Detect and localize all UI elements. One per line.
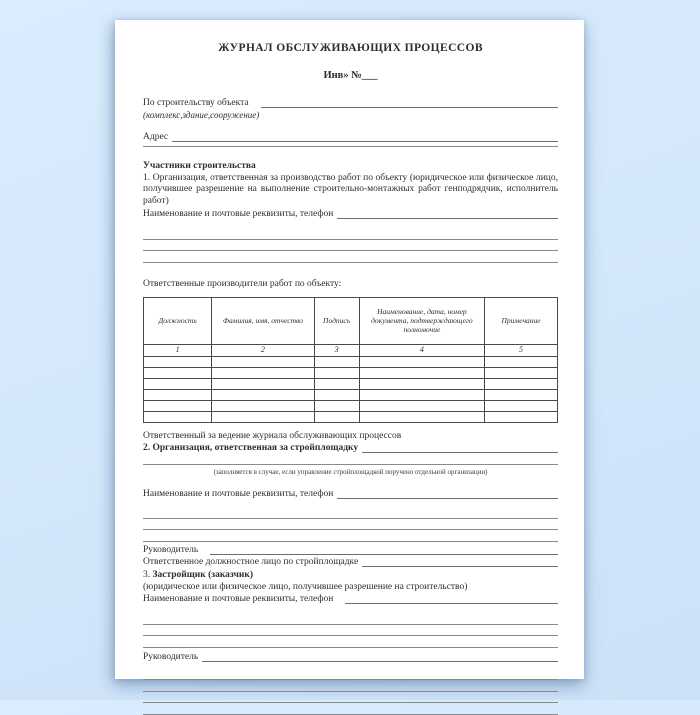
- blank-line: [345, 594, 558, 604]
- doc-title: ЖУРНАЛ ОБСЛУЖИВАЮЩИХ ПРОЦЕССОВ: [218, 42, 483, 54]
- column-header-note: Примечание: [485, 297, 558, 344]
- blank-line: [143, 625, 558, 637]
- column-header-document: Наименование, дата, номер документа, подтверждающего полномочие: [359, 297, 484, 344]
- section3-hint: (юридическое или физическое лицо, получившее разрешение на строительство): [143, 582, 468, 592]
- blank-line: [337, 209, 558, 219]
- blank-line: [362, 557, 558, 567]
- field-requisites-1-label: Наименование и почтовые реквизиты, телефон: [143, 209, 334, 219]
- inventory-number: Инв» №___: [323, 70, 378, 81]
- column-number: 4: [359, 344, 484, 356]
- blank-line: [143, 251, 558, 263]
- column-number: 1: [144, 344, 212, 356]
- field-head-3: [143, 652, 558, 663]
- empty-cell: [314, 389, 359, 400]
- table-row: [144, 411, 558, 422]
- blank-line-group: [143, 613, 558, 648]
- empty-cell: [359, 378, 484, 389]
- empty-cell: [212, 367, 314, 378]
- blank-line: [143, 703, 558, 715]
- empty-cell: [359, 400, 484, 411]
- blank-line: [143, 228, 558, 240]
- field-requisites-3-label: Наименование и почтовые реквизиты, телефон: [143, 594, 334, 604]
- empty-cell: [485, 367, 558, 378]
- blank-line: [261, 98, 558, 108]
- column-number: 5: [485, 344, 558, 356]
- blank-line-group: [143, 228, 558, 263]
- empty-cell: [485, 411, 558, 422]
- section2-heading: 2. Организация, ответственная за стройплощадку: [143, 442, 359, 453]
- blank-line: [143, 613, 558, 625]
- empty-cell: [314, 356, 359, 367]
- blank-line: [210, 545, 558, 555]
- empty-cell: [212, 411, 314, 422]
- field-head-3-label: Руководитель: [143, 651, 199, 662]
- empty-cell: [144, 367, 212, 378]
- blank-line: [172, 132, 558, 142]
- empty-cell: [144, 378, 212, 389]
- blank-line-group: [143, 669, 558, 715]
- participants-item1: 1. Организация, ответственная за производство работ по объекту (юридическое или физическое лицо, получившее разрешение на выполнение строительно-монтажных работ генподрядчик, исполнитель работ): [143, 172, 558, 206]
- blank-line: [337, 489, 558, 499]
- field-requisites-2-label: Наименование и почтовые реквизиты, телефон: [143, 489, 334, 499]
- column-header-name: Фамилия, имя, отчество: [212, 297, 314, 344]
- table-row: [144, 356, 558, 367]
- empty-cell: [144, 411, 212, 422]
- empty-cell: [212, 356, 314, 367]
- blank-line: [143, 680, 558, 692]
- blank-line: [143, 636, 558, 648]
- blank-line: [143, 143, 558, 147]
- empty-cell: [359, 411, 484, 422]
- column-header-position: Должность: [144, 297, 212, 344]
- blank-line: [202, 652, 558, 662]
- journal-keeper-line: Ответственный за ведение журнала обслуживающих процессов: [143, 430, 402, 441]
- empty-cell: [314, 378, 359, 389]
- empty-cell: [359, 367, 484, 378]
- field-construction-object-label: По строительству объекта: [143, 98, 249, 108]
- participants-heading: Участники строительства: [143, 160, 256, 171]
- responsible-workers-table: [143, 297, 558, 423]
- empty-cell: [485, 378, 558, 389]
- empty-cell: [144, 356, 212, 367]
- blank-line: [143, 519, 558, 531]
- field-head-2-label: Руководитель: [143, 544, 199, 555]
- field-requisites-1: [143, 209, 558, 220]
- empty-cell: [485, 400, 558, 411]
- field-official-2-label: Ответственное должностное лицо по стройплощадке: [143, 556, 359, 567]
- field-address-label: Адрес: [143, 131, 169, 142]
- field-head-2: [143, 545, 558, 556]
- section3-heading-row: [143, 570, 558, 582]
- blank-line: [143, 669, 558, 681]
- field-official-2: [143, 557, 558, 568]
- empty-cell: [359, 389, 484, 400]
- blank-line: [143, 507, 558, 519]
- column-number: 3: [314, 344, 359, 356]
- empty-cell: [212, 400, 314, 411]
- empty-cell: [212, 389, 314, 400]
- field-construction-object: [143, 98, 558, 109]
- field-requisites-3: [143, 594, 558, 605]
- table-header-row: [144, 297, 558, 344]
- section3-heading: Застройщик (заказчик): [152, 569, 254, 580]
- section2-note: (заполняется в случае, если управление стройплощадкой поручено отдельной организации): [213, 468, 488, 476]
- empty-cell: [144, 400, 212, 411]
- blank-line-group: [143, 507, 558, 542]
- empty-cell: [314, 367, 359, 378]
- section3-number: 3.: [143, 569, 151, 580]
- empty-cell: [314, 411, 359, 422]
- blank-line: [143, 240, 558, 252]
- field-address: [143, 132, 558, 143]
- empty-cell: [359, 356, 484, 367]
- table-row: [144, 400, 558, 411]
- table-number-row: [144, 344, 558, 356]
- empty-cell: [485, 389, 558, 400]
- empty-cell: [314, 400, 359, 411]
- table-row: [144, 367, 558, 378]
- construction-object-hint: (комплекс,здание,сооружение): [143, 110, 260, 120]
- empty-cell: [144, 389, 212, 400]
- blank-line: [362, 443, 558, 453]
- blank-line: [143, 454, 558, 466]
- empty-cell: [485, 356, 558, 367]
- column-number: 2: [212, 344, 314, 356]
- section2-heading-row: [143, 443, 558, 454]
- field-requisites-2: [143, 489, 558, 500]
- empty-cell: [212, 378, 314, 389]
- blank-line: [143, 692, 558, 704]
- table-row: [144, 378, 558, 389]
- table-row: [144, 389, 558, 400]
- blank-line: [143, 530, 558, 542]
- form-sheet: [115, 20, 584, 679]
- table-caption: Ответственные производители работ по объекту:: [143, 278, 342, 289]
- column-header-signature: Подпись: [314, 297, 359, 344]
